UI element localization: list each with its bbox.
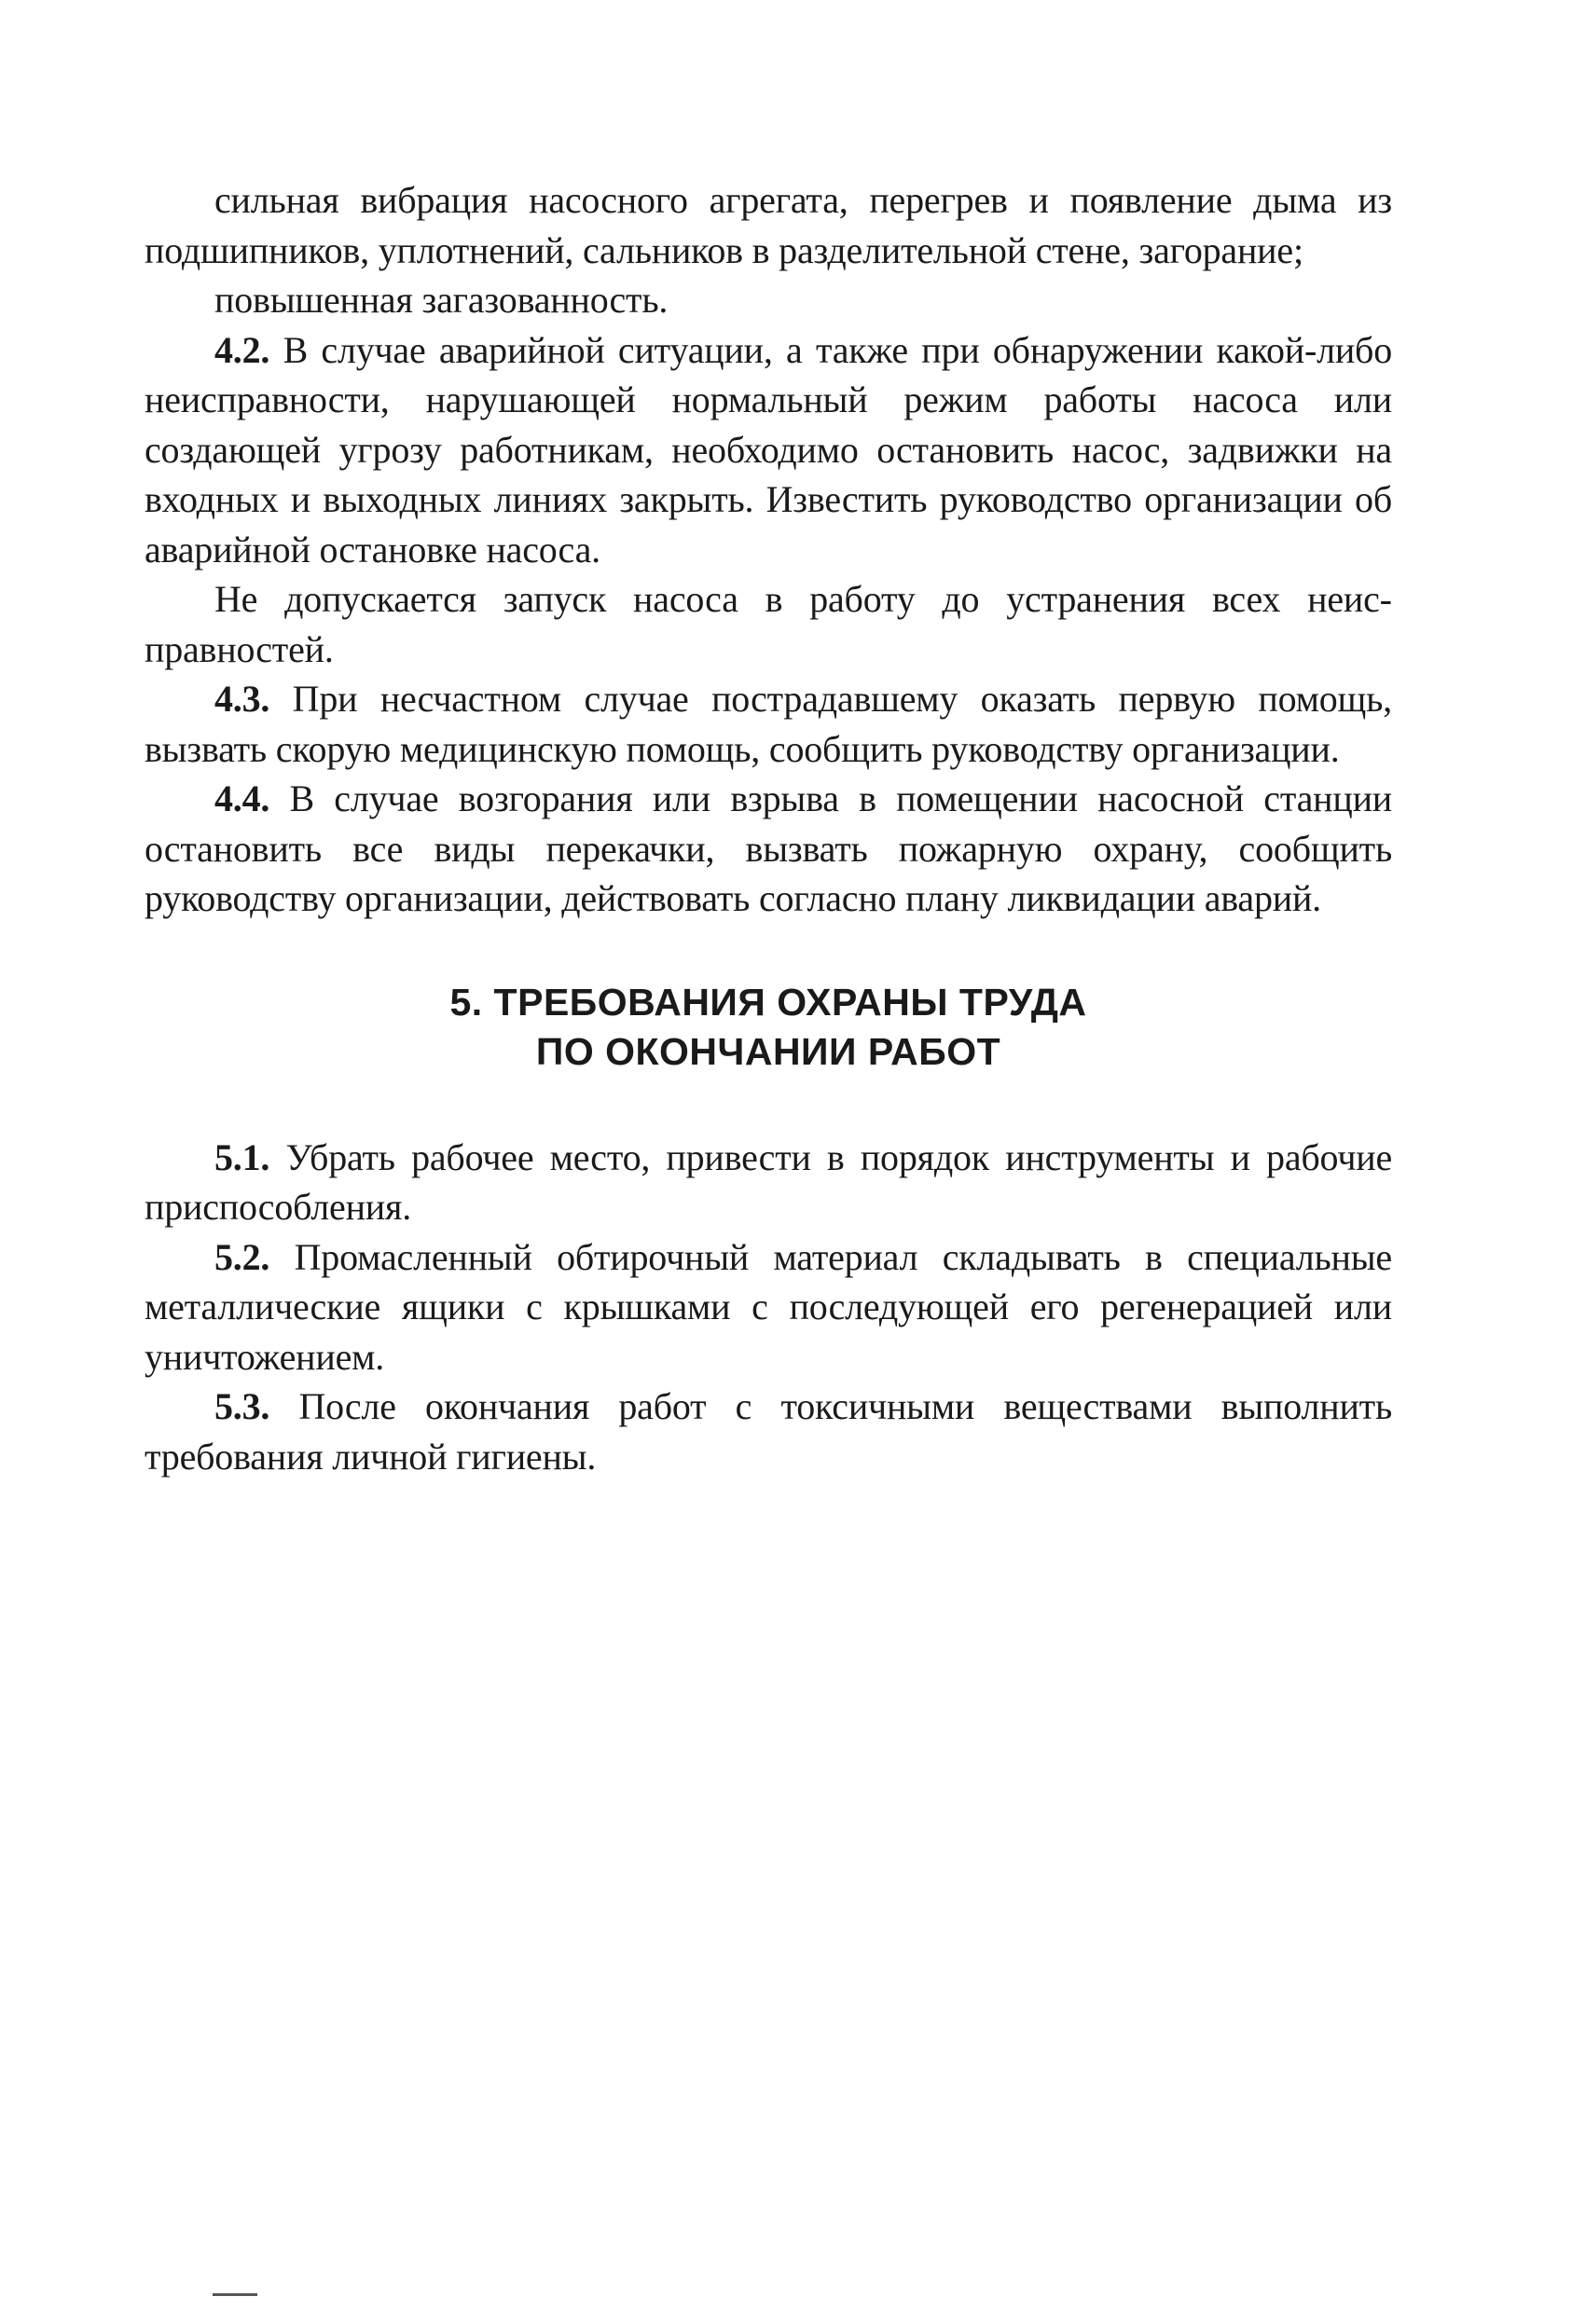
paragraph-restart-prohibited <box>145 574 1392 674</box>
document-body <box>145 175 1392 1481</box>
paragraph-text: Убрать рабочее место, привести в порядок инструменты и рабочие приспособления. <box>145 1135 1392 1228</box>
paragraph-gas-contamination <box>145 275 1392 325</box>
clause-number: 5.1. <box>214 1135 270 1178</box>
paragraph-text: После окончания работ с токсичными веществами выполнить требования личной гигиены. <box>145 1385 1392 1478</box>
paragraph-4-4 <box>145 774 1392 924</box>
paragraph-text: сильная вибрация насосного агрегата, перегрев и появление дыма из подшипников, уплотнений, сальников в разделительной стене, загорание; <box>145 179 1392 271</box>
paragraph-text: повышенная загазованность. <box>214 279 669 321</box>
paragraph-4-3 <box>145 674 1392 774</box>
clause-number: 5.2. <box>214 1235 270 1278</box>
paragraph-vibration <box>145 175 1392 275</box>
paragraph-5-3 <box>145 1382 1392 1481</box>
paragraph-text: В случае аварийной ситуации, а также при обнаружении какой-либо неисправности, нарушающей нормальный режим работы насоса или создающей угрозу работникам, необходимо остановить насос, задвижки на входных и выходных линиях закрыть. Известить руководство организации об аварийной остановке насоса. <box>145 328 1392 571</box>
paragraph-5-1 <box>145 1133 1392 1232</box>
section-5-heading-line-2: ПО ОКОНЧАНИИ РАБОТ <box>535 1029 1001 1073</box>
paragraph-text: При несчастном случае пострадавшему оказать первую помощь, вызвать скорую медицинскую помощь, сообщить руководству организации. <box>145 678 1392 770</box>
clause-number: 5.3. <box>214 1385 270 1427</box>
page-bottom-rule <box>213 2293 257 2296</box>
paragraph-text: Промасленный обтирочный материал складывать в специальные металлические ящики с крышками с последующей его регенерацией или уничтожением. <box>145 1235 1392 1378</box>
section-5-heading-line-1: 5. ТРЕБОВАНИЯ ОХРАНЫ ТРУДА <box>449 980 1087 1024</box>
clause-number: 4.4. <box>214 777 270 819</box>
paragraph-text: Не допускается запуск насоса в работу до устранения всех неисправностей. <box>145 578 1392 670</box>
section-5-heading <box>145 978 1392 1077</box>
paragraph-5-2 <box>145 1232 1392 1382</box>
clause-number: 4.2. <box>214 328 270 371</box>
paragraph-4-2 <box>145 325 1392 575</box>
paragraph-text: В случае возгорания или взрыва в помещении насосной станции остановить все виды перекачки, вызвать пожарную охрану, сообщить руководству организации, действовать согласно плану ликвидации аварий. <box>145 777 1392 919</box>
clause-number: 4.3. <box>214 678 270 720</box>
